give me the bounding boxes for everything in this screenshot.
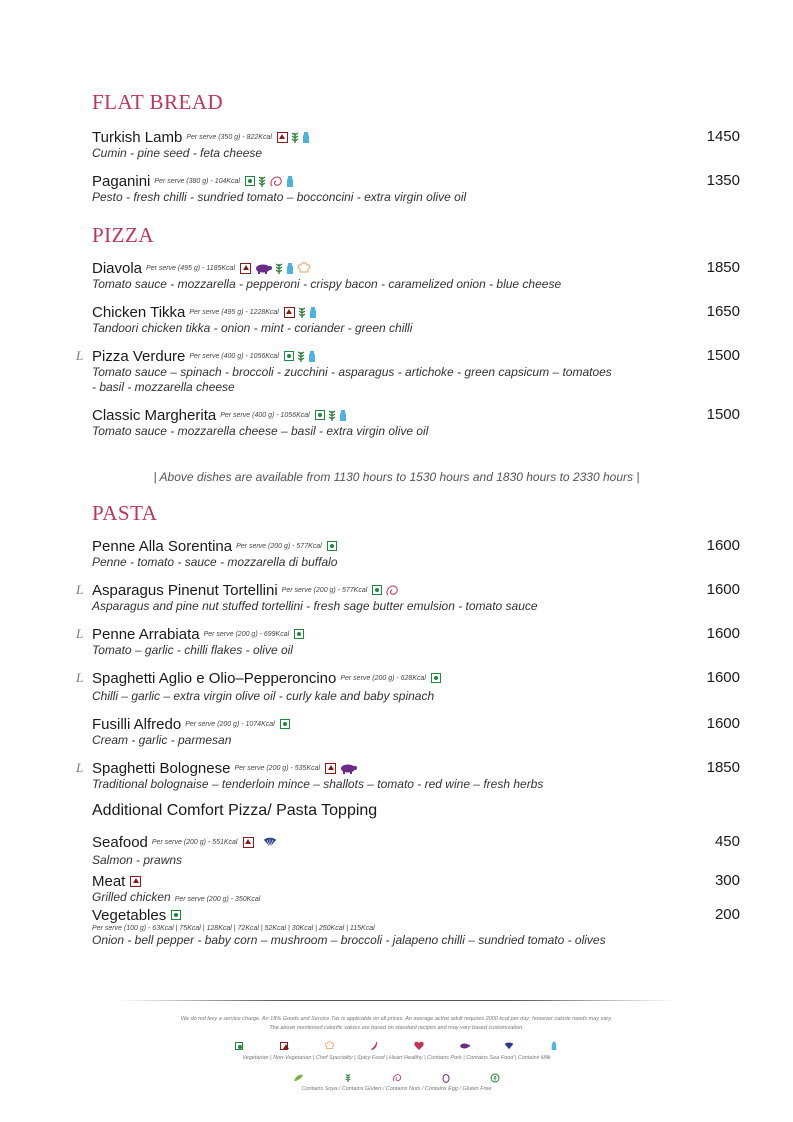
item-icons [171, 910, 181, 920]
menu-item [92, 625, 740, 658]
item-description-text: Grilled chicken [92, 890, 171, 904]
item-icons [315, 409, 347, 421]
gluten-icon [297, 350, 305, 362]
veg-icon [327, 541, 337, 551]
menu-item [92, 906, 740, 948]
availability-note: | Above dishes are available from 1130 hours to 1530 hours and 1830 hours to 2330 hours | [153, 470, 640, 484]
item-icons [372, 584, 399, 596]
menu-item [92, 128, 740, 161]
item-name: Diavola [92, 259, 143, 277]
seafood-icon [504, 1040, 515, 1051]
item-description: Cream - garlic - parmesan [92, 733, 232, 747]
milk-icon [286, 175, 294, 187]
gluten-icon [298, 306, 306, 318]
veg-icon [431, 673, 441, 683]
nuts-icon [385, 584, 399, 596]
gluten-icon [275, 262, 283, 274]
item-price: 1600 [706, 715, 740, 732]
item-description: Chilli – garlic – extra virgin olive oil - curly kale and baby spinach [92, 689, 435, 703]
item-name: Seafood [92, 833, 148, 851]
item-icons [431, 673, 441, 683]
pork-icon [254, 263, 272, 274]
item-name: Meat [92, 872, 126, 890]
footer-line-1: We do not levy a service charge. An 18% Goods and Service Tax is applicable on all prices. An average active adult requires 2000 kcal per day; however calorie needs may vary. [180, 1016, 613, 1022]
item-serve: Per serve (495 g) - 1228Kcal [189, 308, 279, 316]
nonveg-icon [243, 837, 254, 848]
menu-item [92, 872, 740, 907]
footer-divider [118, 1000, 676, 1001]
item-icons [240, 262, 311, 274]
legend-icons-row-1 [0, 1040, 793, 1051]
chef-special-mark: L [76, 670, 84, 685]
item-price: 1450 [706, 128, 740, 145]
milk-icon [302, 131, 310, 143]
menu-item [92, 303, 740, 336]
item-name: Turkish Lamb [92, 128, 183, 146]
item-icons [280, 719, 290, 729]
veg-icon [372, 585, 382, 595]
pork-icon [459, 1040, 470, 1051]
item-serve: Per serve (200 g) - 577Kcal [236, 542, 322, 550]
legend-labels-row-2: Contains Soya / Contains Gluten / Contains Nuts / Contains Egg / Gluten Free [301, 1086, 492, 1092]
veg-icon [315, 410, 325, 420]
nonveg-icon [130, 876, 141, 887]
item-price: 1850 [706, 759, 740, 776]
item-serve: Per serve (200 g) - 699Kcal [203, 630, 290, 638]
milk-icon [286, 262, 294, 274]
item-serve: Per serve (400 g) - 1056Kcal [220, 411, 310, 419]
item-name: Vegetables [92, 906, 167, 924]
veg-icon [234, 1040, 245, 1051]
item-serve: Per serve (200 g) - 628Kcal [340, 674, 426, 682]
section-title-pizza: PIZZA [92, 223, 154, 247]
item-icons [130, 876, 141, 887]
menu-item [92, 172, 740, 205]
item-icons [325, 763, 357, 774]
item-name: Penne Arrabiata [92, 625, 200, 643]
menu-item [92, 833, 740, 868]
item-serve: Per serve (200 g) - 577Kcal [281, 586, 368, 594]
nonveg-icon [325, 763, 336, 774]
section-title-pasta: PASTA [92, 501, 158, 525]
legend-icons-row-2 [0, 1072, 793, 1083]
item-serve: Per serve (200 g) - 551Kcal [151, 838, 238, 846]
item-price: 200 [714, 906, 740, 923]
item-price: 1600 [706, 537, 740, 554]
veg-icon [171, 910, 181, 920]
item-description: Penne - tomato - sauce - mozzarella di buffalo [92, 555, 338, 569]
chef-special-mark: L [76, 582, 84, 597]
seafood-icon [263, 836, 277, 848]
nonveg-icon [279, 1040, 290, 1051]
menu-item [92, 669, 740, 704]
item-name: Spaghetti Aglio e Olio–Pepperoncino [92, 669, 337, 687]
chef-special-mark: L [76, 760, 84, 775]
nuts-icon [269, 175, 283, 187]
item-description: Asparagus and pine nut stuffed tortellini - fresh sage butter emulsion - tomato sauce [92, 599, 538, 613]
item-description: Traditional bolognaise – tenderloin mince – shallots – tomato - red wine – fresh herbs [92, 777, 544, 791]
item-serve: Per serve (200 g) - 1074Kcal [185, 720, 275, 728]
menu-item [92, 406, 740, 439]
milk-icon [549, 1040, 560, 1051]
gluten-icon [342, 1072, 353, 1083]
footer-disclaimer [0, 1015, 793, 1033]
item-serve: Per serve (350 g) - 822Kcal [186, 133, 272, 141]
item-description: Cumin - pine seed - feta cheese [92, 146, 263, 160]
nuts-icon [391, 1072, 402, 1083]
item-icons [245, 175, 294, 187]
menu-item [92, 347, 740, 395]
veg-icon [284, 351, 294, 361]
item-name: Paganini [92, 172, 151, 190]
item-price: 1350 [706, 172, 740, 189]
gluten-icon [258, 175, 266, 187]
veg-icon [245, 176, 255, 186]
item-serve: Per serve (400 g) - 1056Kcal [189, 352, 279, 360]
item-price: 1850 [706, 259, 740, 276]
soya-icon [293, 1072, 304, 1083]
item-icons [327, 541, 337, 551]
item-description [92, 890, 740, 907]
section-title-flatbread: FLAT BREAD [92, 90, 224, 114]
chef-icon [297, 262, 311, 274]
item-name: Fusilli Alfredo [92, 715, 182, 733]
chef-icon [324, 1040, 335, 1051]
spicy-icon [369, 1040, 380, 1051]
pork-icon [339, 763, 357, 774]
item-icons [284, 350, 316, 362]
gluten-icon [328, 409, 336, 421]
item-icons [243, 836, 277, 848]
item-description: Tomato sauce - mozzarella - pepperoni - crispy bacon - caramelized onion - blue cheese [92, 277, 562, 291]
toppings-title: Additional Comfort Pizza/ Pasta Topping [92, 802, 378, 819]
gluten-icon [291, 131, 299, 143]
item-name: Penne Alla Sorentina [92, 537, 233, 555]
milk-icon [308, 350, 316, 362]
item-description: Salmon - prawns [92, 853, 183, 867]
item-name: Pizza Verdure [92, 347, 186, 365]
item-name: Classic Margherita [92, 406, 217, 424]
item-price: 300 [714, 872, 740, 889]
item-name: Chicken Tikka [92, 303, 186, 321]
item-price: 1650 [706, 303, 740, 320]
glutenfree-icon [489, 1072, 500, 1083]
item-price: 1500 [706, 347, 740, 364]
menu-item [92, 715, 740, 748]
item-serve: Per serve (100 g) - 63Kcal | 75Kcal | 128Kcal | 72Kcal | 52Kcal | 30Kcal | 250Kcal | 115Kcal [92, 925, 375, 932]
menu-item [92, 581, 740, 614]
nonveg-icon [240, 263, 251, 274]
veg-icon [280, 719, 290, 729]
item-icons [294, 629, 304, 639]
footer-line-2: The above mentioned calorific values are based on standard recipes and may vary based customization. [269, 1025, 524, 1031]
nonveg-icon [277, 132, 288, 143]
veg-icon [294, 629, 304, 639]
nonveg-icon [284, 307, 295, 318]
item-name: Spaghetti Bolognese [92, 759, 231, 777]
egg-icon [440, 1072, 451, 1083]
item-description: Pesto - fresh chilli - sundried tomato – bocconcini - extra virgin olive oil [92, 190, 467, 204]
item-serve: Per serve (495 g) - 1185Kcal [146, 264, 236, 272]
item-serve: Per serve (380 g) - 104Kcal [154, 177, 240, 185]
item-icons [284, 306, 317, 318]
item-price: 1500 [706, 406, 740, 423]
menu-item [92, 259, 740, 292]
item-price: 1600 [706, 669, 740, 686]
milk-icon [339, 409, 347, 421]
item-name: Asparagus Pinenut Tortellini [92, 581, 278, 599]
menu-item [92, 537, 740, 570]
legend-labels-row-1: Vegetarian | Non-Vegetarian | Chef Speciality | Spicy Food | Heart Healthy | Contains Pork | Contains Sea Food | Contains Milk [242, 1055, 551, 1061]
item-description: Tandoori chicken tikka - onion - mint - coriander - green chilli [92, 321, 413, 335]
heart-icon [414, 1040, 425, 1051]
item-description: Tomato sauce – spinach - broccoli - zucchini - asparagus - artichoke - green capsicum – tomatoes - basil - mozzarella cheese [92, 365, 612, 394]
item-description: Tomato sauce - mozzarella cheese – basil - extra virgin olive oil [92, 424, 429, 438]
item-serve: Per serve (200 g) - 350Kcal [174, 896, 261, 903]
item-price: 1600 [706, 581, 740, 598]
milk-icon [309, 306, 317, 318]
item-serve: Per serve (200 g) - 535Kcal [234, 764, 321, 772]
chef-special-mark: L [76, 626, 84, 641]
item-description: Tomato – garlic - chilli flakes - olive oil [92, 643, 293, 657]
menu-item [92, 759, 740, 792]
item-description: Onion - bell pepper - baby corn – mushroom – broccoli - jalapeno chilli – sundried tomato - olives [92, 933, 606, 947]
item-icons [277, 131, 310, 143]
item-price: 450 [714, 833, 740, 850]
chef-special-mark: L [76, 348, 84, 363]
item-price: 1600 [706, 625, 740, 642]
